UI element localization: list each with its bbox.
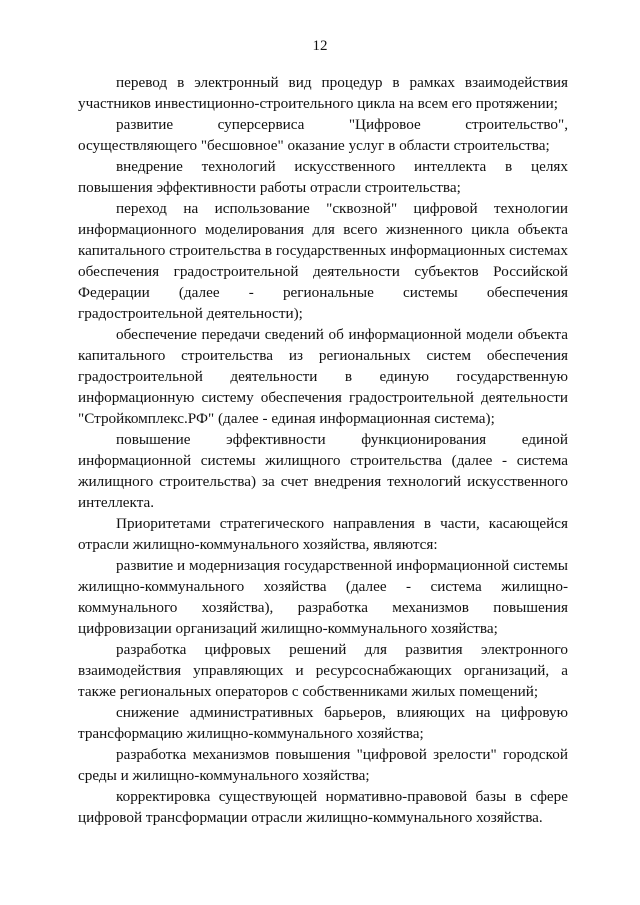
paragraph: разработка механизмов повышения "цифровой зрелости" городской среды и жилищно-коммунального хозяйства; xyxy=(78,746,568,784)
paragraph: внедрение технологий искусственного интеллекта в целях повышения эффективности работы отрасли строительства; xyxy=(78,158,568,196)
paragraph: корректировка существующей нормативно-правовой базы в сфере цифровой трансформации отрасли жилищно-коммунального хозяйства. xyxy=(78,788,568,826)
paragraph: обеспечение передачи сведений об информационной модели объекта капитального строительства из региональных систем обеспечения градостроительной деятельности в единую государственную информационную систему обеспечения градостроительной деятельности "Стройкомплекс.РФ" (далее - единая информационная система); xyxy=(78,326,568,427)
paragraph: Приоритетами стратегического направления в части, касающейся отрасли жилищно-коммунального хозяйства, являются: xyxy=(78,515,568,553)
paragraph: повышение эффективности функционирования единой информационной системы жилищного строительства (далее - система жилищного строительства) за счет внедрения технологий искусственного интеллекта. xyxy=(78,431,568,511)
page-number: 12 xyxy=(312,38,328,54)
paragraph: снижение административных барьеров, влияющих на цифровую трансформацию жилищно-коммунального хозяйства; xyxy=(78,704,568,742)
document-body xyxy=(78,72,568,828)
paragraph: перевод в электронный вид процедур в рамках взаимодействия участников инвестиционно-строительного цикла на всем его протяжении; xyxy=(78,74,568,112)
paragraph: разработка цифровых решений для развития электронного взаимодействия управляющих и ресурсоснабжающих организаций, а также региональных операторов с собственниками жилых помещений; xyxy=(78,641,568,700)
paragraph: развитие суперсервиса "Цифровое строительство", осуществляющего "бесшовное" оказание услуг в области строительства; xyxy=(78,116,568,154)
paragraph: переход на использование "сквозной" цифровой технологии информационного моделирования для всего жизненного цикла объекта капитального строительства в государственных информационных системах обеспечения градостроительной деятельности субъектов Российской Федерации (далее - региональные системы обеспечения градостроительной деятельности); xyxy=(78,200,568,322)
paragraph: развитие и модернизация государственной информационной системы жилищно-коммунального хозяйства (далее - система жилищно-коммунального хозяйства), разработка механизмов повышения цифровизации организаций жилищно-коммунального хозяйства; xyxy=(78,557,568,637)
